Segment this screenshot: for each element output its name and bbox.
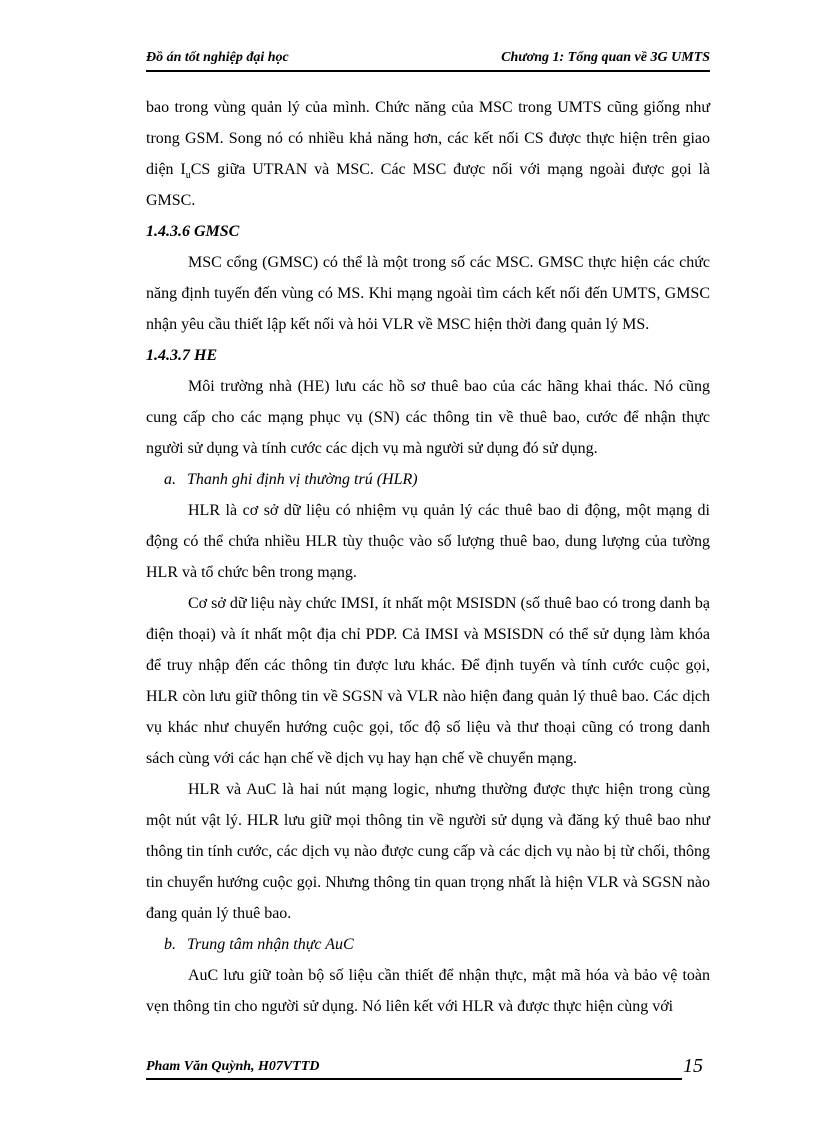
paragraph-he: Môi trường nhà (HE) lưu các hồ sơ thuê bao của các hãng khai thác. Nó cũng cung cấp cho các mạng phục vụ (SN) các thông tin về thuê bao, cước để nhận thực người sử dụng và tính cước các dịch vụ mà người sử dụng đó sử dụng. (146, 378, 710, 457)
subsection-heading-hlr (146, 464, 710, 495)
header-document-title: Đồ án tốt nghiệp đại học (146, 50, 289, 65)
paragraph-hlr-database: Cơ sở dữ liệu này chức IMSI, ít nhất một MSISDN (số thuê bao có trong danh bạ điện thoại) và ít nhất một địa chỉ PDP. Cả IMSI và MSISDN có thể sử dụng làm khóa để truy nhập đến các thông tin được lưu khác. Để định tuyến và tính cước cuộc gọi, HLR còn lưu giữ thông tin về SGSN và VLR nào hiện đang quản lý thuê bao. Các dịch vụ khác như chuyển hướng cuộc gọi, tốc độ số liệu và thư thoại cũng có trong danh sách cùng với các hạn chế về dịch vụ hay hạn chế về chuyển mạng. (146, 595, 710, 767)
paragraph-gmsc: MSC cổng (GMSC) có thể là một trong số các MSC. GMSC thực hiện các chức năng định tuyến đến vùng có MS. Khi mạng ngoài tìm cách kết nối đến UMTS, GMSC nhận yêu cầu thiết lập kết nối và hỏi VLR về MSC hiện thời đang quản lý MS. (146, 254, 710, 333)
subsection-letter-a: a. (164, 471, 176, 488)
section-heading-he: 1.4.3.7 HE (146, 347, 218, 364)
paragraph-msc-continued: bao trong vùng quản lý của mình. Chức năng của MSC trong UMTS cũng giống như trong GSM. Song nó có nhiều khả năng hơn, các kết nối CS được thực hiện trên giao diện $I_uCS$ giữa UTRAN và MSC. Các MSC được nối với mạng ngoài được gọi là GMSC. (146, 99, 711, 209)
subsection-heading-auc (146, 929, 710, 960)
footer-rule (146, 1078, 682, 1080)
page-body (146, 92, 710, 1022)
header-chapter-title: Chương 1: Tổng quan về 3G UMTS (501, 50, 710, 65)
paragraph-hlr-auc: HLR và AuC là hai nút mạng logic, nhưng thường được thực hiện trong cùng một nút vật lý. HLR lưu giữ mọi thông tin về người sử dụng và đăng ký thuê bao như thông tin tính cước, các dịch vụ nào được cung cấp và các dịch vụ nào bị từ chối, thông tin chuyển hướng cuộc gọi. Nhưng thông tin quan trọng nhất là hiện VLR và SGSN nào đang quản lý thuê bao. (146, 781, 710, 922)
subsection-title-auc: Trung tâm nhận thực AuC (187, 936, 354, 953)
subsection-letter-b: b. (164, 936, 176, 953)
subsection-title-hlr: Thanh ghi định vị thường trú (HLR) (187, 471, 418, 488)
footer-author: Pham Văn Quỳnh, H07VTTD (146, 1059, 320, 1074)
page-header (146, 50, 710, 72)
subscript-u: u (185, 170, 191, 182)
paragraph-auc: AuC lưu giữ toàn bộ số liệu cần thiết để nhận thực, mật mã hóa và bảo vệ toàn vẹn thông tin cho người sử dụng. Nó liên kết với HLR và được thực hiện cùng với (146, 967, 710, 1015)
paragraph-hlr-definition: HLR là cơ sở dữ liệu có nhiệm vụ quản lý các thuê bao di động, một mạng di động có thể chứa nhiều HLR tùy thuộc vào số lượng thuê bao, dung lượng của tường HLR và tổ chức bên trong mạng. (146, 502, 710, 581)
section-heading-gmsc: 1.4.3.6 GMSC (146, 223, 240, 240)
page-number: 15 (683, 1055, 703, 1077)
